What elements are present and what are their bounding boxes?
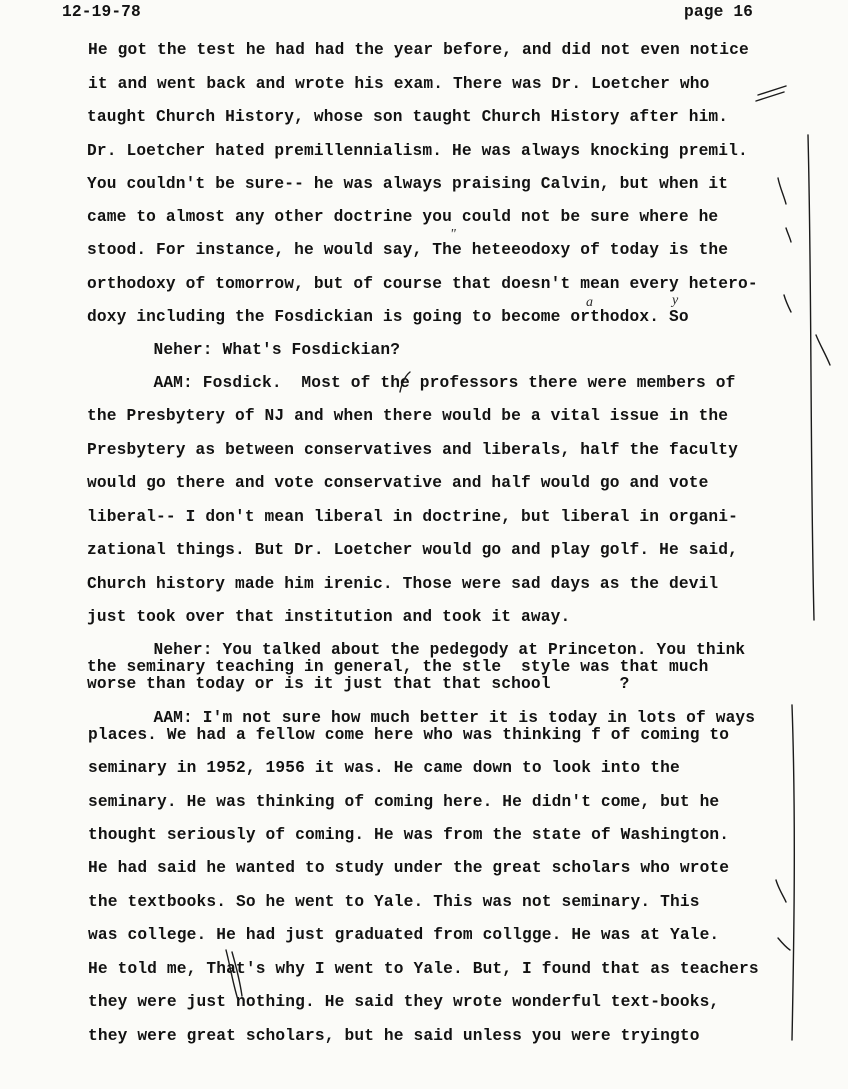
text-line: the seminary teaching in general, the stle style was that much [87, 658, 709, 676]
insert-y-annotation: y [672, 293, 679, 308]
text-line: zational things. But Dr. Loetcher would go and play golf. He said, [87, 541, 739, 559]
text-line: they were great scholars, but he said unless you were tryingto [88, 1027, 700, 1045]
text-line: just took over that institution and took it away. [87, 608, 571, 626]
text-line: the textbooks. So he went to Yale. This was not seminary. This [88, 893, 700, 911]
text-line: Church history made him irenic. Those were sad days as the devil [87, 575, 719, 593]
header-date: 12-19-78 [62, 3, 141, 21]
text-line: doxy including the Fosdickian is going to become orthodox. So [87, 308, 689, 326]
text-line: Dr. Loetcher hated premillennialism. He was always knocking premil. [87, 142, 748, 160]
text-line: places. We had a fellow come here who was thinking f of coming to [88, 726, 730, 744]
speaker-line: Neher: You talked about the pedegody at Princeton. You think [114, 641, 746, 659]
text-line: You couldn't be sure-- he was always praising Calvin, but when it [87, 175, 729, 193]
insert-a-annotation: a [586, 295, 593, 310]
text-line: came to almost any other doctrine you could not be sure where he [87, 208, 719, 226]
text-line: stood. For instance, he would say, The heteeodoxy of today is the [87, 241, 729, 259]
text-line: they were just nothing. He said they wrote wonderful text-books, [88, 993, 720, 1011]
header-page-number: page 16 [684, 3, 754, 21]
margin-tick [778, 938, 790, 950]
text-line: would go there and vote conservative and half would go and vote [87, 474, 709, 492]
text-line: it and went back and wrote his exam. There was Dr. Loetcher who [88, 75, 710, 93]
text-line: worse than today or is it just that that school ? [87, 675, 630, 693]
speaker-line: AAM: Fosdick. Most of the professors there were members of [114, 374, 736, 392]
speaker-line: Neher: What's Fosdickian? [114, 341, 401, 359]
margin-bracket-line [808, 135, 814, 620]
text-line: seminary. He was thinking of coming here. He didn't come, but he [88, 793, 720, 811]
text-line: seminary in 1952, 1956 it was. He came down to look into the [88, 759, 680, 777]
text-line: He had said he wanted to study under the great scholars who wrote [88, 859, 730, 877]
text-line: the Presbytery of NJ and when there would be a vital issue in the [87, 407, 729, 425]
text-line: He told me, That's why I went to Yale. But, I found that as teachers [88, 960, 759, 978]
quote-mark-annotation: " [450, 227, 456, 242]
text-line: thought seriously of coming. He was from the state of Washington. [88, 826, 730, 844]
margin-bracket-line [792, 705, 794, 1040]
text-line: taught Church History, whose son taught Church History after him. [87, 108, 729, 126]
text-line: He got the test he had had the year before, and did not even notice [88, 41, 749, 59]
text-line: Presbytery as between conservatives and liberals, half the faculty [87, 441, 739, 459]
margin-tick [784, 295, 791, 312]
text-line: was college. He had just graduated from collgge. He was at Yale. [88, 926, 720, 944]
margin-tick [776, 880, 786, 902]
text-line: orthodoxy of tomorrow, but of course that doesn't mean every hetero- [87, 275, 758, 293]
text-line: liberal-- I don't mean liberal in doctrine, but liberal in organi- [87, 508, 739, 526]
margin-tick [778, 178, 786, 204]
speaker-line: AAM: I'm not sure how much better it is today in lots of ways [114, 709, 756, 727]
margin-tick [786, 228, 791, 242]
margin-tick [816, 335, 830, 365]
margin-double-stroke [756, 86, 786, 101]
